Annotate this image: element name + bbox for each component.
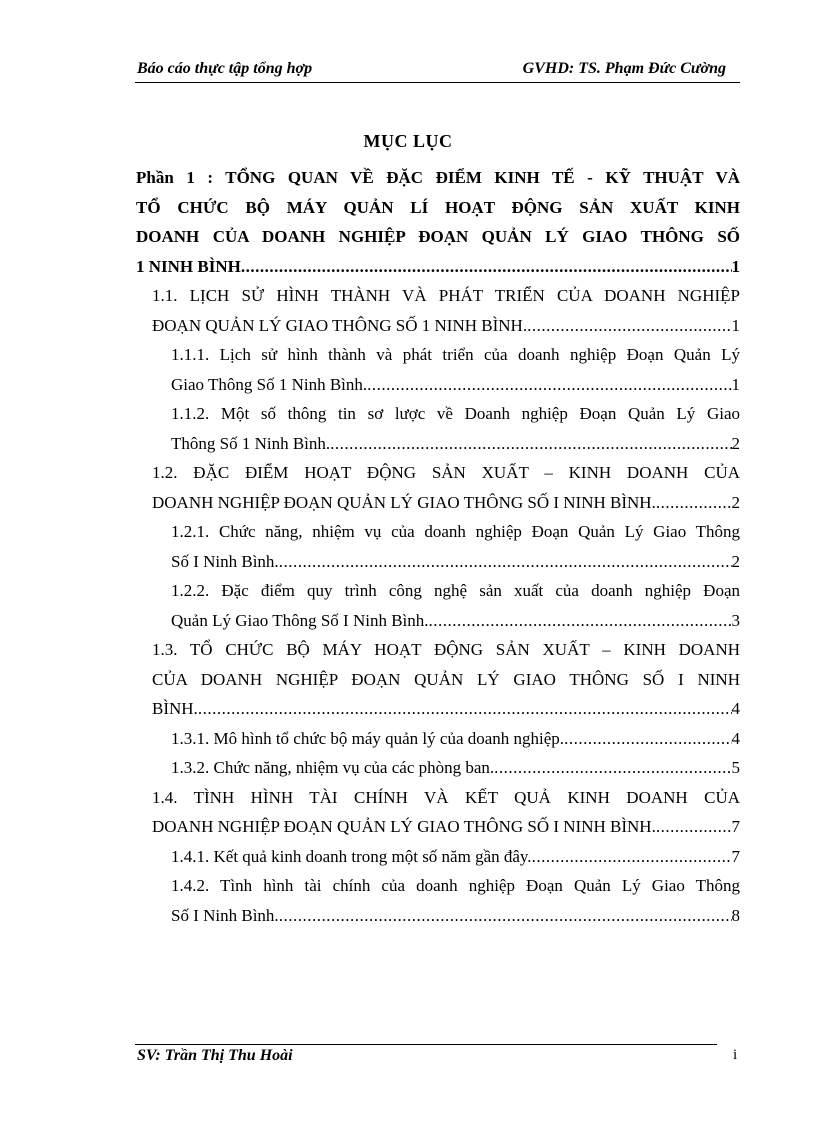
toc-entry xyxy=(136,724,740,754)
toc-entry xyxy=(136,576,740,635)
toc-page-number: 3 xyxy=(731,610,740,630)
toc-entry xyxy=(136,458,740,517)
toc-entry-line: 1.3. TỔ CHỨC BỘ MÁY HOẠT ĐỘNG SẢN XUẤT – KINH DOANH xyxy=(152,640,740,659)
toc-entry-text: DOANH NGHIỆP ĐOẠN QUẢN LÝ GIAO THÔNG SỐ I NINH BÌNH. xyxy=(152,817,656,836)
toc-entry-line xyxy=(171,724,740,754)
toc-entry-line: 1.4.2. Tình hình tài chính của doanh nghiệp Đoạn Quản Lý Giao Thông xyxy=(171,876,740,895)
toc-page-number: 5 xyxy=(731,758,740,777)
toc-entry-text: DOANH NGHIỆP ĐOẠN QUẢN LÝ GIAO THÔNG SỐ I NINH BÌNH. xyxy=(152,492,656,512)
toc-leader-dots xyxy=(532,842,732,872)
toc-entry-line xyxy=(171,901,740,931)
toc-page-number: 4 xyxy=(731,699,740,718)
toc-entry xyxy=(136,340,740,399)
toc-leader-dots xyxy=(494,753,731,783)
toc-entry-line xyxy=(171,842,740,872)
toc-leader-dots xyxy=(279,901,732,931)
toc-entry-line: 1.2.2. Đặc điểm quy trình công nghệ sản xuất của doanh nghiệp Đoạn xyxy=(171,581,740,600)
toc-leader-dots xyxy=(429,606,732,636)
toc-leader-dots xyxy=(367,370,731,400)
toc-entry-line: 1.1.2. Một số thông tin sơ lược về Doanh nghiệp Đoạn Quản Lý Giao xyxy=(171,404,740,423)
toc-entry-line: 1.2.1. Chức năng, nhiệm vụ của doanh nghiệp Đoạn Quản Lý Giao Thông xyxy=(171,522,740,541)
toc-leader-dots xyxy=(656,488,732,518)
toc-entry-text: Số I Ninh Bình. xyxy=(171,905,279,925)
page-number: i xyxy=(733,1047,738,1063)
toc-entry-text: Thông Số 1 Ninh Bình. xyxy=(171,433,331,453)
toc-entry-line: 1.4. TÌNH HÌNH TÀI CHÍNH VÀ KẾT QUẢ KINH DOANH CỦA xyxy=(152,787,740,807)
footer-student-name: SV: Trần Thị Thu Hoài xyxy=(137,1047,293,1064)
toc-entry-line xyxy=(152,488,740,518)
toc-entry-text: Quản Lý Giao Thông Số I Ninh Bình. xyxy=(171,610,429,630)
toc-entry-text: BÌNH. xyxy=(152,699,198,718)
toc-entry-line xyxy=(152,694,740,724)
toc-entry xyxy=(136,783,740,842)
toc-entry xyxy=(136,871,740,930)
toc-page-number: 7 xyxy=(731,846,740,866)
toc-entry xyxy=(136,753,740,783)
toc-leader-dots xyxy=(564,724,731,754)
toc-entry-text: 1 NINH BÌNH xyxy=(136,256,241,276)
toc-entry-line xyxy=(152,311,740,341)
toc-entry-line: 1.1.1. Lịch sử hình thành và phát triển của doanh nghiệp Đoạn Quản Lý xyxy=(171,345,740,364)
toc-entry xyxy=(136,281,740,340)
toc-entry xyxy=(136,399,740,458)
toc-page-number: 2 xyxy=(731,433,740,453)
toc-leader-dots xyxy=(330,429,731,459)
toc-leader-dots xyxy=(198,694,732,724)
toc-page-number: 7 xyxy=(731,817,740,836)
toc-entry-line: DOANH CỦA DOANH NGHIỆP ĐOẠN QUẢN LÝ GIAO THÔNG SỐ xyxy=(136,227,740,246)
toc-leader-dots xyxy=(656,812,732,842)
toc-entry xyxy=(136,842,740,872)
table-of-contents xyxy=(136,163,740,930)
toc-entry-text: 1.3.2. Chức năng, nhiệm vụ của các phòng ban. xyxy=(171,758,495,777)
toc-entry-line xyxy=(171,606,740,636)
toc-entry xyxy=(136,163,740,281)
toc-entry xyxy=(136,517,740,576)
toc-entry-line: TỔ CHỨC BỘ MÁY QUẢN LÍ HOẠT ĐỘNG SẢN XUẤT KINH xyxy=(136,197,740,217)
toc-entry-text: ĐOẠN QUẢN LÝ GIAO THÔNG SỐ 1 NINH BÌNH. xyxy=(152,315,528,335)
header-advisor: GVHD: TS. Phạm Đức Cường xyxy=(522,60,726,77)
toc-entry-line: CỦA DOANH NGHIỆP ĐOẠN QUẢN LÝ GIAO THÔNG SỐ I NINH xyxy=(152,669,740,689)
header-report-title: Báo cáo thực tập tổng hợp xyxy=(137,60,313,77)
toc-entry-line xyxy=(171,370,740,400)
toc-page-number: 8 xyxy=(731,905,740,925)
toc-leader-dots xyxy=(279,547,732,577)
toc-entry-line: 1.2. ĐẶC ĐIỂM HOẠT ĐỘNG SẢN XUẤT – KINH DOANH CỦA xyxy=(152,463,740,482)
toc-entry xyxy=(136,635,740,724)
toc-page-number: 4 xyxy=(731,728,740,748)
toc-page-number: 1 xyxy=(731,315,740,335)
toc-page-number: 2 xyxy=(731,492,740,512)
toc-title: MỤC LỤC xyxy=(363,131,453,151)
toc-entry-line xyxy=(171,429,740,459)
toc-entry-line xyxy=(136,252,740,282)
page-header xyxy=(135,58,740,83)
toc-leader-dots xyxy=(241,252,732,282)
toc-leader-dots xyxy=(527,311,731,341)
toc-entry-text: Giao Thông Số 1 Ninh Bình. xyxy=(171,374,368,394)
toc-entry-line xyxy=(171,547,740,577)
toc-entry-text: Số I Ninh Bình. xyxy=(171,551,279,571)
toc-entry-text: 1.4.1. Kết quả kinh doanh trong một số năm gần đây. xyxy=(171,846,532,866)
toc-page-number: 1 xyxy=(731,374,740,394)
page-footer xyxy=(135,1044,717,1064)
toc-entry-line: Phần 1 : TỔNG QUAN VỀ ĐẶC ĐIỂM KINH TẾ - KỸ THUẬT VÀ xyxy=(136,168,740,187)
toc-entry-line xyxy=(171,753,740,783)
toc-entry-line xyxy=(152,812,740,842)
toc-entry-text: 1.3.1. Mô hình tổ chức bộ máy quản lý của doanh nghiệp. xyxy=(171,728,565,748)
toc-entry-line: 1.1. LỊCH SỬ HÌNH THÀNH VÀ PHÁT TRIỂN CỦA DOANH NGHIỆP xyxy=(152,286,740,305)
toc-page-number: 1 xyxy=(731,256,740,276)
toc-page-number: 2 xyxy=(731,551,740,571)
